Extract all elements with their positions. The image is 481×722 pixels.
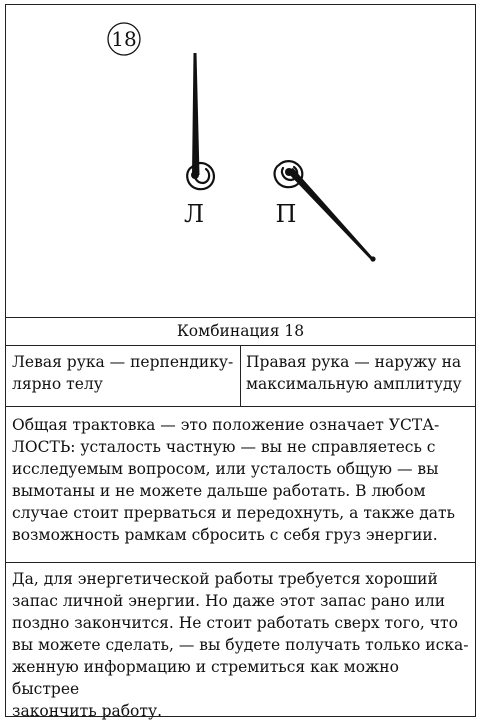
- figure-number: 18: [111, 27, 137, 51]
- energy-note: Да, для энергетической работы требуется хороший запас личной энергии. Но даже этот запас рано или поздно закончится. Не стоит работать сверх того, что вы можете сделать, — вы будете получать только иска- женную информацию и стремиться как можно быстрее закончить работу.: [12, 570, 469, 720]
- right-rod-icon: [286, 168, 374, 261]
- dowsing-rods-illustration: [6, 5, 475, 317]
- left-rod-icon: [192, 53, 200, 175]
- left-hand-label: Л: [183, 200, 205, 228]
- column-divider: [240, 345, 241, 406]
- left-hand-description: Левая рука — перпендику- лярно телу: [12, 353, 234, 393]
- divider: [6, 562, 475, 563]
- right-hand-description: Правая рука — наружу на максимальную амплитуду: [246, 353, 462, 393]
- figure-number-badge: [108, 23, 140, 55]
- combination-title: Комбинация 18: [176, 322, 305, 340]
- general-interpretation: Общая трактовка — это положение означает УСТА- ЛОСТЬ: усталость частную — вы не справляетесь с исследуемым вопросом, или усталость общую — вы вымотаны и не можете дальше работать. В любом случае стоит прерваться и передохнуть, а также дать возможность рамкам сбросить с себя груз энергии.: [12, 416, 455, 544]
- divider: [6, 406, 475, 407]
- right-hand-label: П: [275, 200, 297, 228]
- combination-card: [5, 4, 476, 720]
- left-hand-rod: [187, 53, 214, 189]
